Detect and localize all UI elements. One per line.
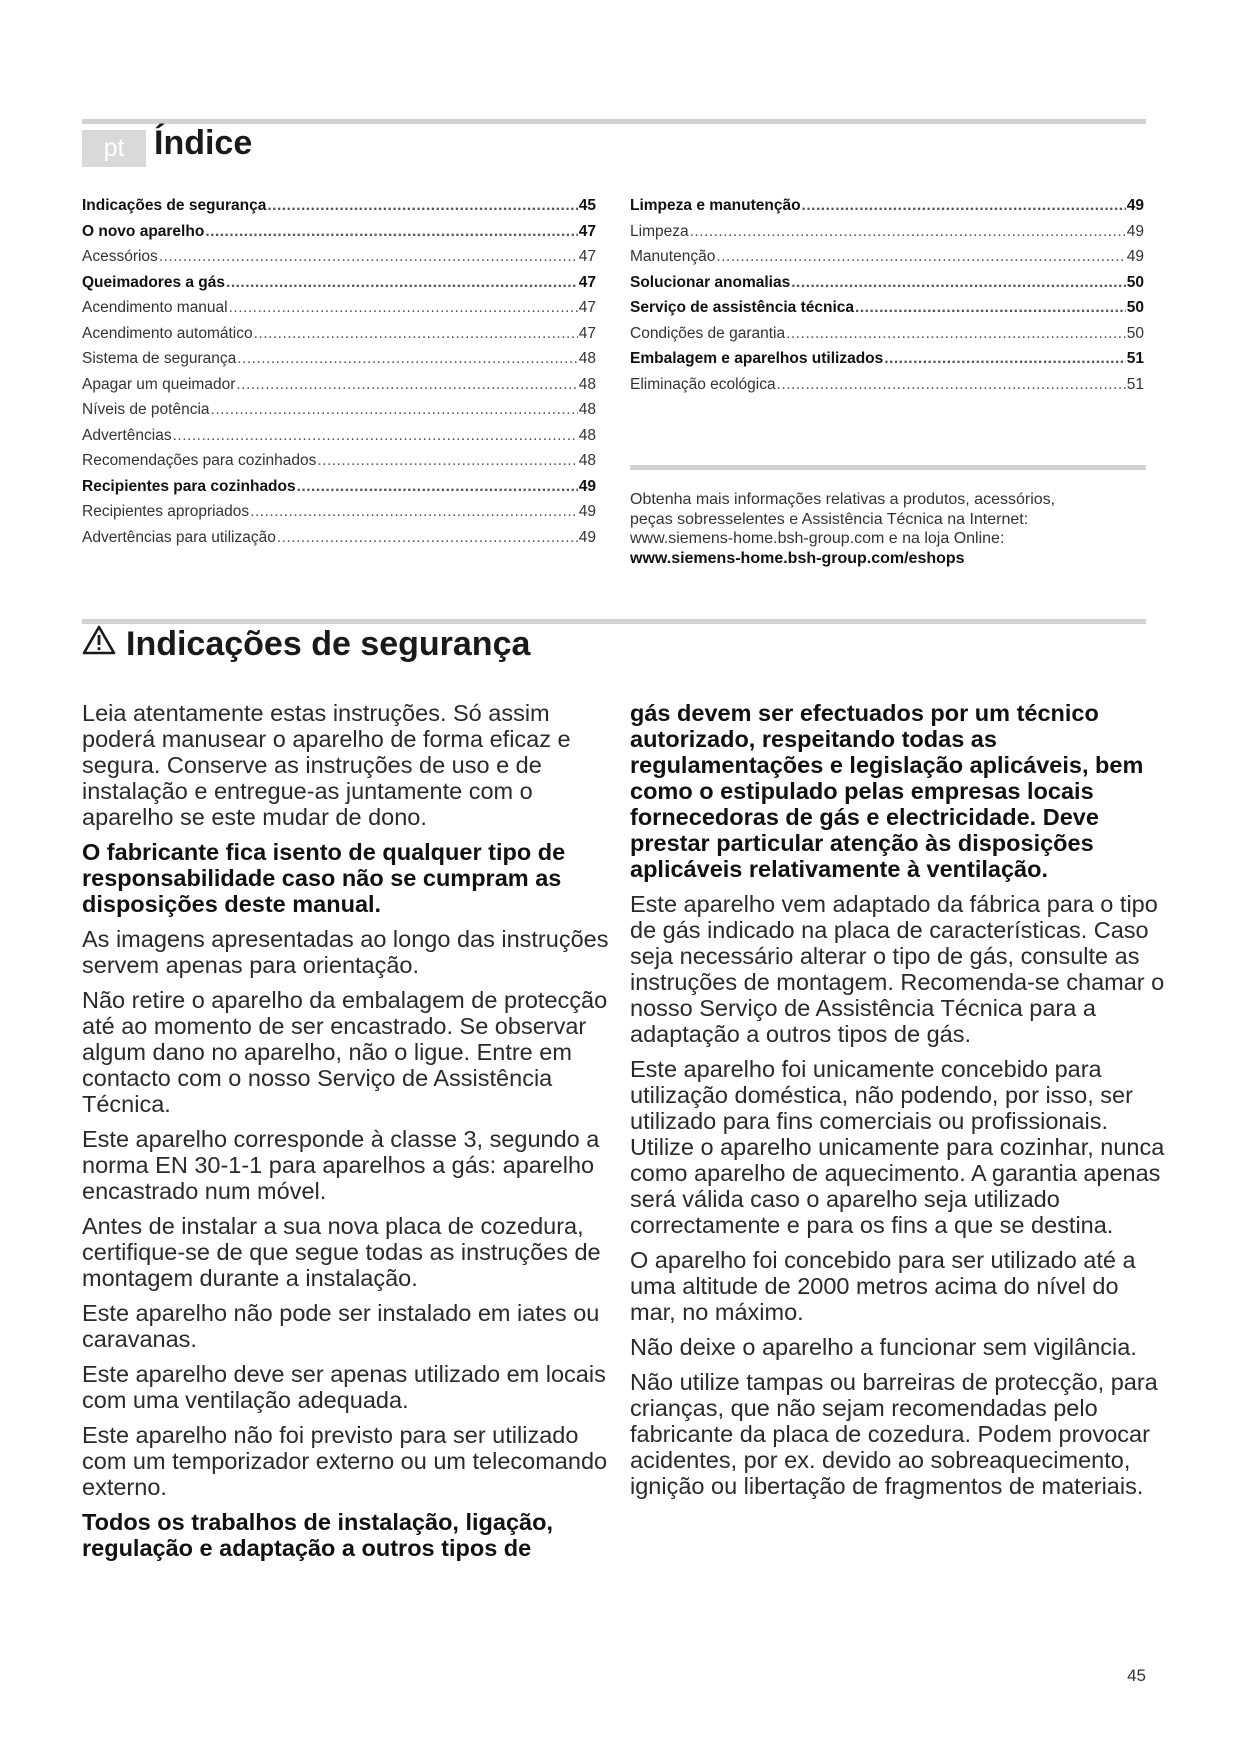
safety-paragraph: gás devem ser efectuados por um técnico autorizado, respeitando todas as regulamentações e legislação aplicáveis, bem como o estipulado pelas empresas locais fornecedoras de gás e electricidade. Deve prestar particular atenção às disposições aplicáveis relativamente à ventilação. xyxy=(630,700,1144,882)
toc-leader-dots xyxy=(236,376,577,394)
safety-paragraph: Não utilize tampas ou barreiras de protecção, para crianças, que não sejam recomendadas pelo fabricante da placa de cozedura. Podem provocar acidentes, por ex. devido ao sobreaquecimento, ignição ou libertação de fragmentos de materiais. xyxy=(630,1369,1158,1499)
safety-paragraph: Não deixe o aparelho a funcionar sem vigilância. xyxy=(630,1334,1137,1360)
toc-entry[interactable] xyxy=(82,401,596,427)
safety-paragraph: Não retire o aparelho da embalagem de protecção até ao momento de ser encastrado. Se observar algum dano no aparelho, não o ligue. Entre em contacto com o nosso Serviço de Assistência Técnica. xyxy=(82,987,608,1117)
toc-entry-page: 48 xyxy=(578,401,596,418)
section-heading-text: Indicações de segurança xyxy=(126,625,531,663)
toc-entry[interactable] xyxy=(82,350,596,376)
toc-entry[interactable] xyxy=(82,325,596,351)
toc-entry-page: 48 xyxy=(578,375,596,393)
toc-entry[interactable] xyxy=(630,274,1144,300)
toc-leader-dots xyxy=(267,197,577,215)
safety-paragraph: Todos os trabalhos de instalação, ligação, regulação e adaptação a outros tipos de xyxy=(82,1509,553,1561)
safety-paragraph: Este aparelho corresponde à classe 3, segundo a norma EN 30-1-1 para aparelhos a gás: aparelho encastrado num móvel. xyxy=(82,1126,600,1204)
safety-left-column xyxy=(82,700,622,1570)
toc-entry-label: Acendimento automático xyxy=(82,324,253,342)
toc-entry-page: 51 xyxy=(1126,375,1144,393)
toc-entry-label: Recomendações para cozinhados xyxy=(82,452,317,469)
toc-entry-label: Recipientes apropriados xyxy=(82,503,250,520)
toc-entry-label: Queimadores a gás xyxy=(82,273,226,291)
toc-entry-page: 49 xyxy=(1126,248,1144,265)
toc-entry-page: 50 xyxy=(1126,324,1144,342)
toc-entry[interactable] xyxy=(82,223,596,249)
safety-paragraph: Este aparelho foi unicamente concebido para utilização doméstica, não podendo, por isso, ser utilizado para fins comerciais ou profissionais. Utilize o aparelho unicamente para cozinhar, nunca como aparelho de aquecimento. A garantia apenas será válida caso o aparelho seja utilizado correctamente e para os fins a que se destina. xyxy=(630,1056,1165,1238)
toc-entry-label: Solucionar anomalias xyxy=(630,273,791,291)
eshop-link[interactable]: www.siemens-home.bsh-group.com/eshops xyxy=(630,549,965,567)
toc-entry-page: 48 xyxy=(578,350,596,367)
safety-paragraph: O fabricante fica isento de qualquer tipo de responsabilidade caso não se cumpram as disposições deste manual. xyxy=(82,839,566,917)
toc-entry[interactable] xyxy=(82,452,596,478)
toc-leader-dots xyxy=(205,223,577,241)
toc-entry-label: Acendimento manual xyxy=(82,299,228,316)
toc-leader-dots xyxy=(159,248,578,266)
toc-leader-dots xyxy=(777,376,1126,394)
safety-paragraph: As imagens apresentadas ao longo das instruções servem apenas para orientação. xyxy=(82,926,609,978)
toc-leader-dots xyxy=(211,401,578,419)
toc-entry-page: 51 xyxy=(1126,350,1144,367)
toc-entry-page: 45 xyxy=(578,197,596,214)
toc-entry[interactable] xyxy=(82,274,596,300)
toc-leader-dots xyxy=(317,452,577,470)
toc-leader-dots xyxy=(229,299,578,317)
page-title: Índice xyxy=(154,124,253,162)
toc-leader-dots xyxy=(254,325,578,343)
toc-entry[interactable] xyxy=(82,248,596,274)
toc-leader-dots xyxy=(297,478,578,496)
toc-entry-page: 47 xyxy=(578,222,596,240)
toc-entry-page: 47 xyxy=(578,248,596,265)
safety-paragraph: Este aparelho não foi previsto para ser utilizado com um temporizador externo ou um telecomando externo. xyxy=(82,1422,608,1500)
toc-right-column xyxy=(630,197,1144,401)
section-divider xyxy=(82,619,1146,624)
toc-entry-page: 50 xyxy=(1126,299,1144,316)
toc-entry-label: Acessórios xyxy=(82,248,158,265)
toc-entry-label: Apagar um queimador xyxy=(82,375,236,393)
toc-entry-label: Eliminação ecológica xyxy=(630,375,776,393)
toc-entry[interactable] xyxy=(630,325,1144,351)
toc-entry-label: Serviço de assistência técnica xyxy=(630,299,855,316)
toc-entry-page: 47 xyxy=(578,324,596,342)
safety-paragraph: Antes de instalar a sua nova placa de cozedura, certifique-se de que segue todas as instruções de montagem durante a instalação. xyxy=(82,1213,601,1291)
toc-entry-label: Advertências xyxy=(82,426,172,444)
toc-entry-page: 50 xyxy=(1126,273,1144,291)
toc-entry[interactable] xyxy=(82,503,596,529)
toc-entry-label: Níveis de potência xyxy=(82,401,210,418)
toc-leader-dots xyxy=(716,248,1125,266)
toc-entry-page: 49 xyxy=(578,477,596,495)
toc-entry[interactable] xyxy=(630,197,1144,223)
toc-entry[interactable] xyxy=(82,197,596,223)
toc-leader-dots xyxy=(277,529,578,547)
toc-leader-dots xyxy=(690,223,1126,241)
toc-entry[interactable] xyxy=(82,376,596,402)
online-info xyxy=(630,490,1150,568)
toc-entry[interactable] xyxy=(82,529,596,555)
toc-left-column xyxy=(82,197,596,554)
safety-paragraph: Este aparelho deve ser apenas utilizado em locais com uma ventilação adequada. xyxy=(82,1361,606,1413)
toc-entry-page: 48 xyxy=(578,426,596,444)
toc-leader-dots xyxy=(237,350,578,368)
toc-leader-dots xyxy=(802,197,1126,215)
toc-entry[interactable] xyxy=(630,376,1144,402)
toc-entry-label: Indicações de segurança xyxy=(82,197,267,214)
toc-entry-label: Advertências para utilização xyxy=(82,528,276,546)
safety-paragraph: Este aparelho vem adaptado da fábrica para o tipo de gás indicado na placa de características. Caso seja necessário alterar o tipo de gás, consulte as instruções de montagem. Recomenda-se chamar o nosso Serviço de Assistência Técnica para a adaptação a outros tipos de gás. xyxy=(630,891,1165,1047)
toc-entry[interactable] xyxy=(630,248,1144,274)
toc-entry[interactable] xyxy=(630,299,1144,325)
toc-entry-page: 49 xyxy=(578,503,596,520)
safety-paragraph: Leia atentamente estas instruções. Só assim poderá manusear o aparelho de forma eficaz e segura. Conserve as instruções de uso e de instalação e entregue-as juntamente com o aparelho se este mudar de dono. xyxy=(82,700,571,830)
safety-right-column xyxy=(630,700,1170,1508)
toc-entry-label: Embalagem e aparelhos utilizados xyxy=(630,350,884,367)
toc-entry[interactable] xyxy=(630,350,1144,376)
toc-entry-page: 49 xyxy=(1126,197,1144,214)
toc-entry[interactable] xyxy=(82,427,596,453)
toc-entry-page: 49 xyxy=(1126,222,1144,240)
toc-leader-dots xyxy=(226,274,578,292)
info-line: peças sobresselentes e Assistência Técnica na Internet: xyxy=(630,510,1029,528)
toc-entry-page: 49 xyxy=(578,528,596,546)
toc-entry-label: Manutenção xyxy=(630,248,716,265)
safety-paragraph: O aparelho foi concebido para ser utilizado até a uma altitude de 2000 metros acima do nível do mar, no máximo. xyxy=(630,1247,1136,1325)
page-number: 45 xyxy=(1127,1666,1146,1685)
toc-entry-page: 47 xyxy=(578,273,596,291)
toc-entry-label: Limpeza e manutenção xyxy=(630,197,801,214)
info-divider xyxy=(630,465,1146,470)
toc-entry-label: O novo aparelho xyxy=(82,222,205,240)
warning-icon xyxy=(82,625,116,664)
toc-entry-label: Sistema de segurança xyxy=(82,350,237,367)
toc-entry-label: Recipientes para cozinhados xyxy=(82,477,296,495)
toc-entry[interactable] xyxy=(630,223,1144,249)
toc-leader-dots xyxy=(250,503,578,521)
toc-entry-label: Condições de garantia xyxy=(630,324,786,342)
toc-leader-dots xyxy=(884,350,1126,368)
toc-entry-page: 47 xyxy=(578,299,596,316)
toc-leader-dots xyxy=(786,325,1126,343)
toc-entry[interactable] xyxy=(82,299,596,325)
toc-leader-dots xyxy=(855,299,1126,317)
toc-leader-dots xyxy=(791,274,1126,292)
info-line: www.siemens-home.bsh-group.com e na loja Online: xyxy=(630,530,1005,547)
section-heading xyxy=(82,625,530,664)
toc-entry[interactable] xyxy=(82,478,596,504)
toc-entry-page: 48 xyxy=(578,452,596,469)
toc-entry-label: Limpeza xyxy=(630,222,689,240)
toc-leader-dots xyxy=(173,427,578,445)
language-badge: pt xyxy=(82,130,146,167)
safety-paragraph: Este aparelho não pode ser instalado em iates ou caravanas. xyxy=(82,1300,600,1352)
info-line: Obtenha mais informações relativas a produtos, acessórios, xyxy=(630,491,1056,508)
